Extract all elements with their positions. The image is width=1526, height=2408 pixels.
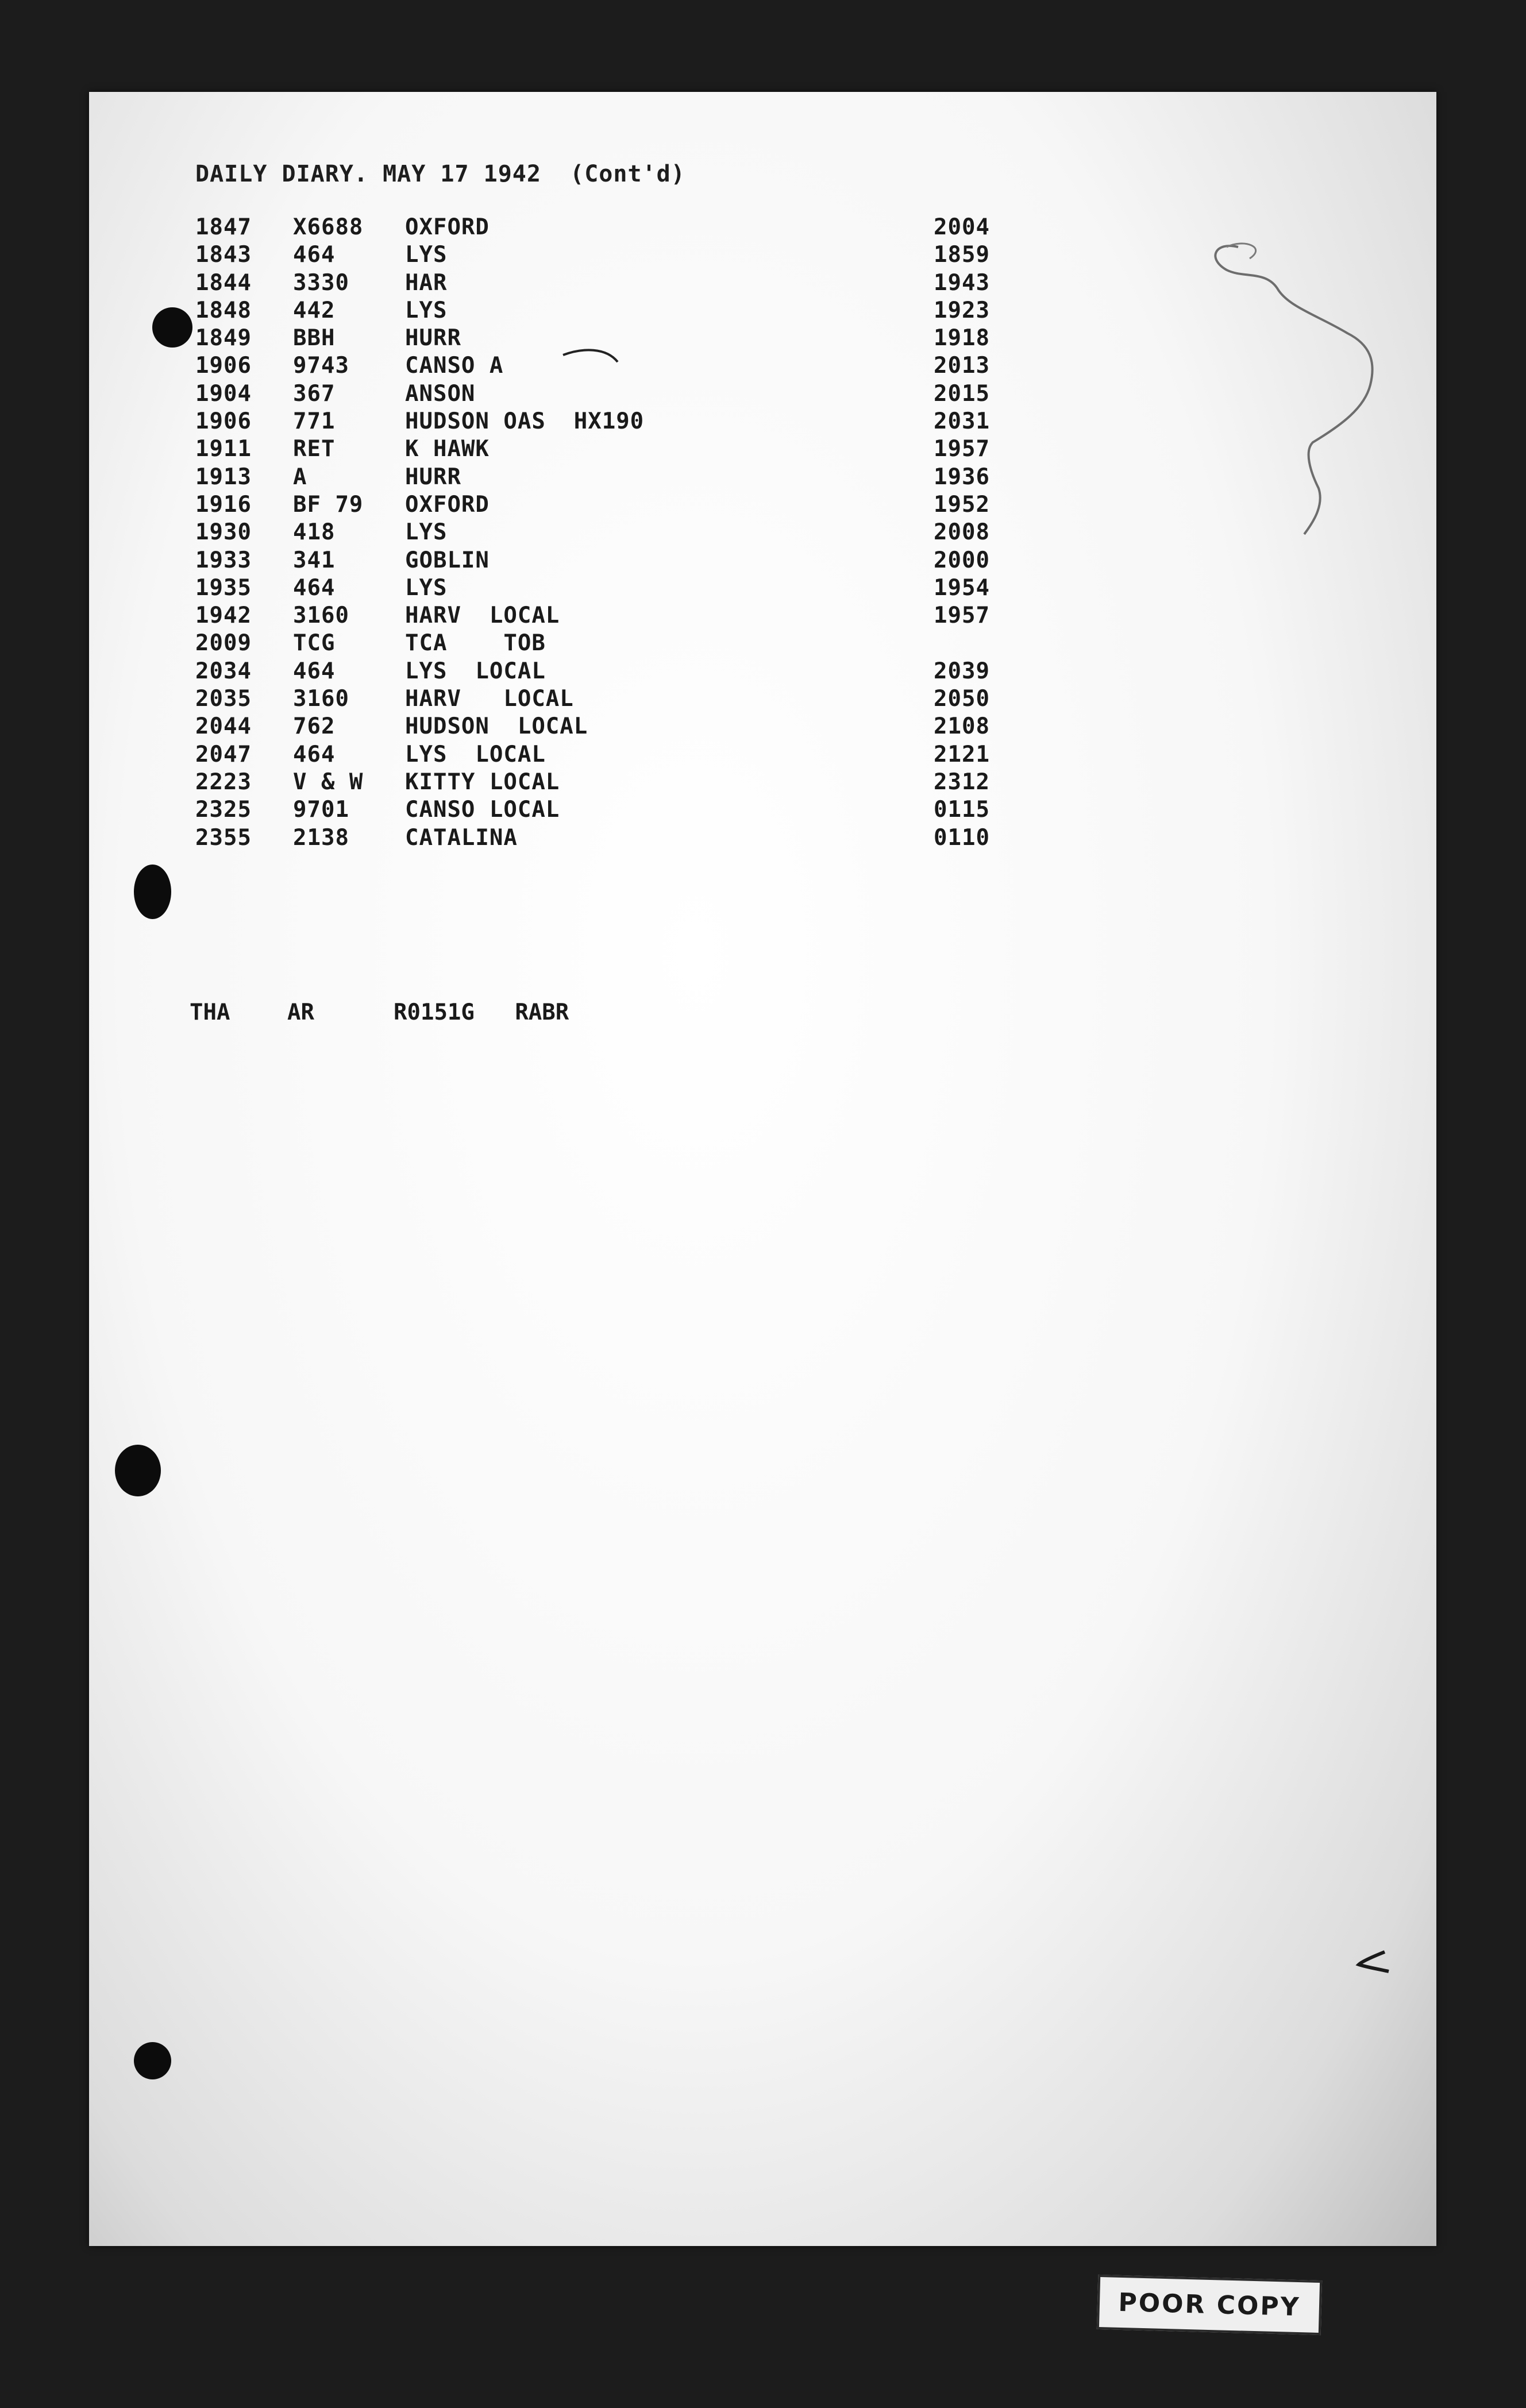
poor-copy-stamp: POOR COPY bbox=[1097, 2275, 1322, 2335]
aircraft-id: RET bbox=[293, 436, 336, 462]
aircraft-type: CANSO LOCAL bbox=[405, 797, 560, 823]
log-row bbox=[195, 742, 1103, 769]
time-off: 2047 bbox=[195, 741, 252, 767]
aircraft-type: GOBLIN bbox=[405, 547, 490, 573]
time-landed: 0115 bbox=[934, 797, 990, 823]
aircraft-id: 771 bbox=[293, 408, 336, 435]
aircraft-id: 9743 bbox=[293, 353, 349, 379]
aircraft-type: LYS LOCAL bbox=[405, 658, 546, 684]
time-off: 1847 bbox=[195, 214, 252, 240]
time-landed: 1923 bbox=[934, 297, 990, 323]
aircraft-id: 9701 bbox=[293, 797, 349, 823]
aircraft-type: OXFORD bbox=[405, 214, 490, 240]
aircraft-id: 464 bbox=[293, 741, 336, 767]
time-landed: 2031 bbox=[934, 408, 990, 435]
log-row bbox=[195, 214, 1103, 242]
time-landed: 2008 bbox=[934, 519, 990, 546]
log-row bbox=[195, 464, 1103, 492]
time-off: 2325 bbox=[195, 797, 252, 823]
time-off: 1849 bbox=[195, 325, 252, 352]
aircraft-id: 3160 bbox=[293, 686, 349, 712]
aircraft-id: X6688 bbox=[293, 214, 364, 240]
aircraft-id: BF 79 bbox=[293, 491, 364, 518]
flight-log-table bbox=[195, 214, 1103, 852]
aircraft-type: LYS bbox=[405, 574, 448, 601]
aircraft-type: HUDSON LOCAL bbox=[405, 713, 588, 740]
log-row bbox=[195, 630, 1103, 658]
pen-scribble bbox=[1204, 236, 1405, 557]
aircraft-type: KITTY LOCAL bbox=[405, 769, 560, 795]
log-row bbox=[195, 325, 1103, 353]
aircraft-id: A bbox=[293, 464, 307, 490]
time-off: 1933 bbox=[195, 547, 252, 573]
time-off: 1848 bbox=[195, 297, 252, 323]
time-landed: 2312 bbox=[934, 769, 990, 795]
aircraft-type: TCA TOB bbox=[405, 630, 546, 657]
log-row bbox=[195, 769, 1103, 797]
binder-hole-1 bbox=[152, 307, 192, 348]
time-off: 2035 bbox=[195, 686, 252, 712]
aircraft-id: 442 bbox=[293, 297, 336, 323]
footer-col-3: R0151G RABR bbox=[394, 1000, 569, 1025]
aircraft-type: HURR bbox=[405, 325, 461, 352]
aircraft-type: CATALINA bbox=[405, 824, 518, 851]
aircraft-id: 3160 bbox=[293, 603, 349, 629]
binder-hole-3 bbox=[115, 1445, 161, 1496]
log-row bbox=[195, 492, 1103, 519]
time-off: 1904 bbox=[195, 380, 252, 407]
time-off: 1844 bbox=[195, 269, 252, 296]
aircraft-id: TCG bbox=[293, 630, 336, 657]
time-off: 1843 bbox=[195, 242, 252, 268]
aircraft-type: LYS bbox=[405, 242, 448, 268]
document-page bbox=[89, 92, 1436, 2246]
time-landed: 2013 bbox=[934, 353, 990, 379]
log-row bbox=[195, 575, 1103, 603]
time-landed: 1954 bbox=[934, 574, 990, 601]
time-off: 1906 bbox=[195, 408, 252, 435]
aircraft-id: BBH bbox=[293, 325, 336, 352]
log-row bbox=[195, 713, 1103, 741]
log-row bbox=[195, 825, 1103, 852]
log-row bbox=[195, 270, 1103, 298]
log-row bbox=[195, 242, 1103, 269]
diary-header: DAILY DIARY. MAY 17 1942 (Cont'd) bbox=[195, 161, 685, 187]
footer-signature-row bbox=[190, 1000, 707, 1028]
time-landed: 2108 bbox=[934, 713, 990, 740]
hook-mark bbox=[560, 345, 623, 368]
aircraft-type: LYS bbox=[405, 297, 448, 323]
log-row bbox=[195, 797, 1103, 824]
aircraft-id: 464 bbox=[293, 242, 336, 268]
time-landed: 1943 bbox=[934, 269, 990, 296]
time-off: 2355 bbox=[195, 824, 252, 851]
time-off: 2034 bbox=[195, 658, 252, 684]
time-landed: 1957 bbox=[934, 436, 990, 462]
time-landed: 2121 bbox=[934, 741, 990, 767]
footer-col-2: AR bbox=[287, 1000, 314, 1025]
time-landed: 2000 bbox=[934, 547, 990, 573]
time-landed: 2015 bbox=[934, 380, 990, 407]
log-row bbox=[195, 603, 1103, 630]
time-landed: 1957 bbox=[934, 603, 990, 629]
time-off: 2009 bbox=[195, 630, 252, 657]
aircraft-type: ANSON bbox=[405, 380, 476, 407]
log-row bbox=[195, 686, 1103, 713]
aircraft-type: HURR bbox=[405, 464, 461, 490]
aircraft-type: HUDSON OAS HX190 bbox=[405, 408, 645, 435]
time-off: 1916 bbox=[195, 491, 252, 518]
aircraft-type: CANSO A bbox=[405, 353, 504, 379]
log-row bbox=[195, 519, 1103, 547]
log-row bbox=[195, 658, 1103, 686]
time-off: 1930 bbox=[195, 519, 252, 546]
time-landed: 2039 bbox=[934, 658, 990, 684]
aircraft-id: 3330 bbox=[293, 269, 349, 296]
aircraft-id: 418 bbox=[293, 519, 336, 546]
log-row bbox=[195, 353, 1103, 380]
time-off: 2044 bbox=[195, 713, 252, 740]
time-landed: 1936 bbox=[934, 464, 990, 490]
time-landed: 1952 bbox=[934, 491, 990, 518]
time-landed: 0110 bbox=[934, 824, 990, 851]
binder-hole-2 bbox=[134, 865, 171, 919]
time-off: 2223 bbox=[195, 769, 252, 795]
aircraft-type: HAR bbox=[405, 269, 448, 296]
aircraft-type: K HAWK bbox=[405, 436, 490, 462]
time-landed: 2004 bbox=[934, 214, 990, 240]
binder-hole-4 bbox=[134, 2042, 171, 2079]
log-row bbox=[195, 298, 1103, 325]
aircraft-id: 2138 bbox=[293, 824, 349, 851]
time-off: 1942 bbox=[195, 603, 252, 629]
log-row bbox=[195, 436, 1103, 464]
aircraft-id: 464 bbox=[293, 658, 336, 684]
time-off: 1913 bbox=[195, 464, 252, 490]
log-row bbox=[195, 408, 1103, 436]
footer-col-1: THA bbox=[190, 1000, 230, 1025]
time-off: 1906 bbox=[195, 353, 252, 379]
time-landed: 2050 bbox=[934, 686, 990, 712]
time-off: 1935 bbox=[195, 574, 252, 601]
aircraft-id: 367 bbox=[293, 380, 336, 407]
time-landed: 1859 bbox=[934, 242, 990, 268]
aircraft-type: HARV LOCAL bbox=[405, 603, 560, 629]
aircraft-type: LYS bbox=[405, 519, 448, 546]
log-row bbox=[195, 381, 1103, 408]
log-row bbox=[195, 547, 1103, 575]
aircraft-type: HARV LOCAL bbox=[405, 686, 574, 712]
aircraft-type: OXFORD bbox=[405, 491, 490, 518]
aircraft-id: V & W bbox=[293, 769, 364, 795]
aircraft-type: LYS LOCAL bbox=[405, 741, 546, 767]
time-landed: 1918 bbox=[934, 325, 990, 352]
aircraft-id: 341 bbox=[293, 547, 336, 573]
aircraft-id: 762 bbox=[293, 713, 336, 740]
aircraft-id: 464 bbox=[293, 574, 336, 601]
check-mark bbox=[1353, 1947, 1393, 1976]
time-off: 1911 bbox=[195, 436, 252, 462]
